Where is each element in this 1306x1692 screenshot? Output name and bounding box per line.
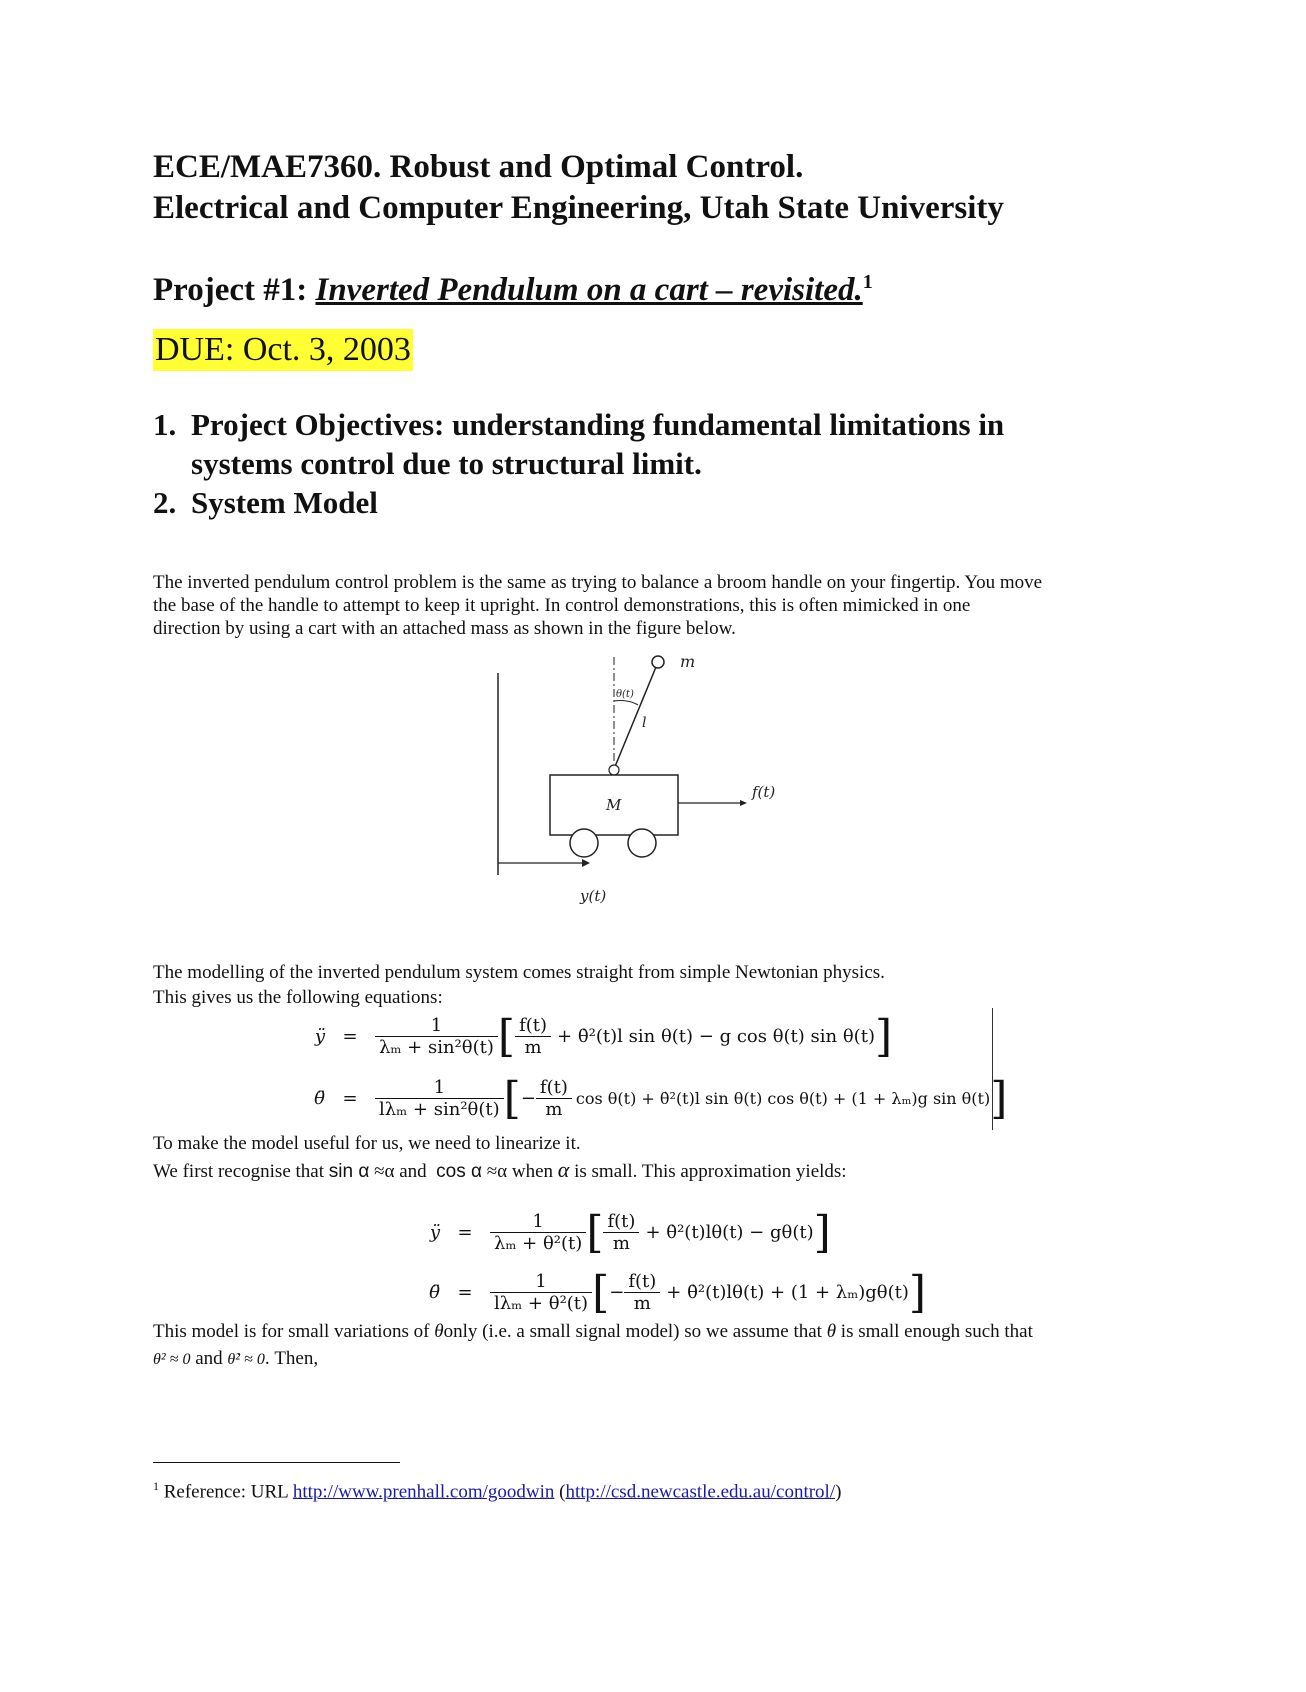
equation-ydd-nonlinear: ÿ = $\frac{1}{\text{λₘ + sin²θ(t)}}$ [ $\frac{f(t)}{m}$ + θ̇²(t)l sin θ(t) − g cos θ(t) sin θ(t) ] <box>314 1010 893 1062</box>
angle-label: θ(t) <box>616 689 634 700</box>
small-signal-conditions: θ² ≈ 0 and θ̇² ≈ 0. Then, <box>153 1348 319 1369</box>
equation-bar <box>992 1008 993 1130</box>
cart-mass-label: M <box>606 796 622 814</box>
cart-pendulum-diagram <box>470 645 830 910</box>
section-number: 2. <box>153 485 177 520</box>
mass-label: m <box>680 652 696 671</box>
reference-link-alt[interactable]: http://csd.newcastle.edu.au/control/ <box>565 1481 836 1503</box>
project-title <box>153 268 873 312</box>
linearize-line: We first recognise that sin α ≈α and cos α ≈α when α is small. This approximation yields: <box>153 1157 847 1182</box>
position-label: y(t) <box>580 887 607 905</box>
intro-line: the base of the handle to attempt to keep it upright. In control demonstrations, this is often mimicked in one <box>153 595 971 616</box>
intro-line: direction by using a cart with an attached mass as shown in the figure below. <box>153 618 736 639</box>
department-title: Electrical and Computer Engineering, Utah State University <box>153 190 1004 226</box>
equation-ydd-linear: ÿ = $\frac{1}{\text{λₘ + θ²(t)}}$ [ $\frac{f(t)}{m}$ + θ̇²(t)lθ(t) − gθ(t) ] <box>429 1206 831 1258</box>
small-signal-line: This model is for small variations of θonly (i.e. a small signal model) so we assume that θ is small enough such that <box>153 1321 1033 1342</box>
force-label: f(t) <box>752 783 776 801</box>
section-number: 1. <box>153 407 177 442</box>
reference-link[interactable]: http://www.prenhall.com/goodwin <box>292 1481 555 1503</box>
footnote-mark: 1 <box>862 271 873 293</box>
linearize-line: To make the model useful for us, we need to linearize it. <box>153 1133 581 1154</box>
equation-thetadd-nonlinear: θ̈ = $\frac{1}{\text{lλₘ + sin²θ(t)}}$ [ − $\frac{f(t)}{m}$ cos θ(t) + θ̇²(t)l sin θ(t) cos θ(t) + (1 + λₘ)g sin θ(t) ] <box>314 1072 1008 1124</box>
section-heading: System Model <box>191 485 378 520</box>
section-1 <box>153 405 1153 445</box>
project-name: Inverted Pendulum on a cart – revisited. <box>315 272 863 308</box>
intro-line: The inverted pendulum control problem is the same as trying to balance a broom handle on your fingertip. You move <box>153 572 1043 593</box>
section-heading: Project Objectives: understanding fundamental limitations in <box>191 407 1005 442</box>
section-2 <box>153 483 1153 523</box>
footnote-divider <box>153 1462 400 1463</box>
equation-thetadd-linear: θ̈ = $\frac{1}{\text{lλₘ + θ²(t)}}$ [ − $\frac{f(t)}{m}$ + θ̇²(t)lθ(t) + (1 + λₘ)gθ(t) ] <box>429 1266 927 1318</box>
length-label: l <box>642 715 647 731</box>
project-prefix: Project #1: <box>153 272 316 308</box>
section-heading-cont: systems control due to structural limit. <box>191 446 702 481</box>
due-date: DUE: Oct. 3, 2003 <box>153 329 413 371</box>
modelling-line: This gives us the following equations: <box>153 987 443 1008</box>
course-title: ECE/MAE7360. Robust and Optimal Control. <box>153 149 804 185</box>
section-1-cont <box>153 444 1153 484</box>
footnote: $^1$ Reference: URL http://www.prenhall.com/goodwin (http://csd.newcastle.edu.au/control/) <box>153 1479 842 1503</box>
modelling-line: The modelling of the inverted pendulum system comes straight from simple Newtonian physics. <box>153 962 885 983</box>
